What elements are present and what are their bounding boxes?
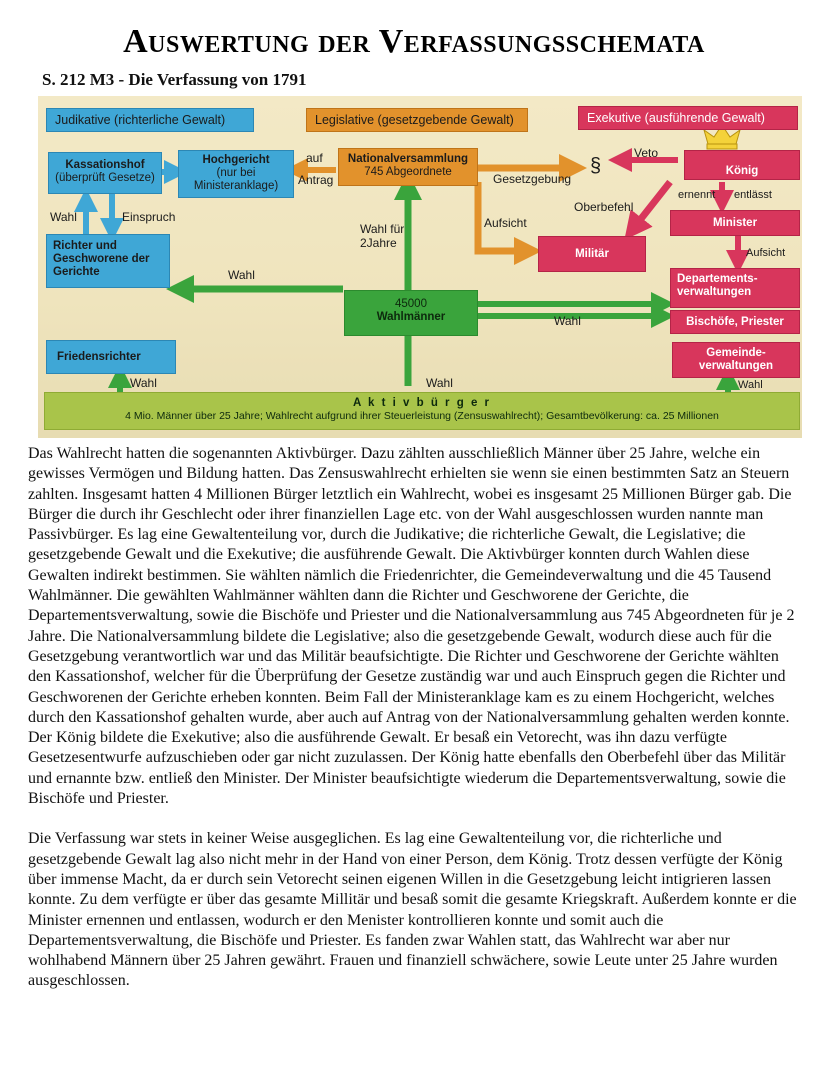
- body-text: [28, 444, 804, 992]
- nationalversammlung-box: Nationalversammlung 745 Abgeordnete: [338, 148, 478, 186]
- label-wahl-richter: Wahl: [228, 268, 255, 282]
- label-wahl-fuer: Wahl für: [360, 222, 405, 236]
- label-wahl-center: Wahl: [426, 376, 453, 390]
- arrow-oberbefehl: [633, 182, 670, 229]
- militaer-box: Militär: [538, 236, 646, 272]
- label-oberbefehl: Oberbefehl: [574, 200, 634, 214]
- judikative-header: Judikative (richterliche Gewalt): [46, 108, 254, 132]
- page-title: Auswertung der Verfassungsschemata: [123, 23, 705, 60]
- label-wahl-gemeinde: Wahl: [738, 379, 763, 391]
- label-auf: auf: [306, 151, 323, 165]
- paragraph-1: Das Wahlrecht hatten die sogenannten Aktivbürger. Dazu zählten ausschließlich Männer über 25 Jahre, welche ein gewisses Vermögen und Bildung hatten. Das Zensuswahlrecht erhielten sie wenn sie einen bestimmten Satz an Steuern zahlten. Insgesamt hatten 4 Millionen Bürger letztlich ein Wahlrecht, wobei es insgesamt 25 Millionen Bürger gab. Die Bürger die durch ihr Geschlecht oder ihrer finanziellen Lage etc. von der Wahl ausgeschlossen wurden nannte man Passivbürger. Es lag eine Gewaltenteilung vor, durch die Judikative; die richterliche Gewalt, die Legislative; die gesetzgebende Gewalt und die Exekutive; die ausführende Gewalt. Die Aktivbürger konnten durch Wahlen diese Gewalten indirekt bestimmen. Sie wählten nämlich die Friedenrichter, die Gemeindeverwaltung und die 45 Tausend Wahlmänner. Die gewählten Wahlmänner wählten dann die Richter und Geschworene der Gerichte, die Departementsverwaltung, sowie die Bischöfe und Priester und die Nationalversammlung aus 745 Abgeordneten für je 2 Jahre. Die Nationalversammlung bildete die Legislative; also die gesetzgebende Gewalt, wodurch diese auch für die Gesetzgebung verantwortlich war und das Militär beaufsichtigte. Die Richter und Geschworene der Gerichte wählten den Kassationshof, welcher für die Überprüfung der Gesetze zuständig war und auch Einspruch gegen die Richter und Geschworenen der Gerichte erheben konnten. Beim Fall der Ministeranklage kam es zu einem Hochgericht, welches durch den Kassationshof gehalten wurde, aber auch auf Antrag von der Nationalversammlung gehalten werden konnte. Der König bildete die Exekutive; also die ausführende Gewalt. Er besaß ein Vetorecht, was ihn dazu verfügte Gesetzesentwurfe aufzuschieben oder gar nicht zuzulassen. Der König hatte ebenfalls den Oberbefehl über das Militär und ernannte bzw. entließ den Minister. Der Minister beaufsichtigte wiederum die Departementsverwaltung, sowie die Bischöfe und Priester.: [28, 445, 795, 808]
- label-veto: Veto: [634, 146, 659, 160]
- kassationshof-box: Kassationshof (überprüft Gesetze): [48, 152, 162, 194]
- paragraph-2: Die Verfassung war stets in keiner Weise ausgeglichen. Es lag eine Gewaltenteilung vor, die richterliche und gesetzgebende Gewalt lag also nicht mehr in der Hand von einer Person, dem König. Trotz dessen verfügte der König über immense Macht, da er durch sein Vetorecht seinen eigenen Willen in die Gesetzgebung leicht intigrieren lassen konnte. Zu dem verfügte er über das gesamte Millitär und besaß somit die gesamte Kriegskraft. Außerdem konnte er die Minister ernennen und entlassen, wodurch er den Menister kontrollieren konnte und somit auch die Departementsverwaltung, die Bischöfe und Priester. Es fanden zwar Wahlen statt, das Wahlrecht war aber nur wohlhabend Männern über 25 Jahren gewährt. Frauen und finanziell schwächere, sowie Leute unter 25 Jahre wurden ausgeschlossen.: [28, 830, 797, 990]
- bischoefe-box: Bischöfe, Priester: [670, 310, 800, 334]
- label-einspruch: Einspruch: [122, 210, 176, 224]
- page-subtitle: S. 212 M3 - Die Verfassung von 1791: [42, 70, 307, 89]
- richter-box: Richter und Geschworene der Gerichte: [46, 234, 170, 288]
- departements-box: Departements-verwaltungen: [670, 268, 800, 308]
- label-zwei-jahre: 2Jahre: [360, 236, 397, 250]
- label-wahl-fried: Wahl: [130, 376, 157, 390]
- legislative-header: Legislative (gesetzgebende Gewalt): [306, 108, 528, 132]
- paragraph-icon: §: [590, 155, 602, 177]
- hochgericht-box: Hochgericht (nur bei Ministeranklage): [178, 150, 294, 198]
- aktivbuerger-bar: A k t i v b ü r g e r 4 Mio. Männer über 25 Jahre; Wahlrecht aufgrund ihrer Steuerleistung (Zensuswahlrecht); Gesamtbevölkerung: ca. 25 Millionen: [44, 392, 800, 430]
- label-aufsicht-dep: Aufsicht: [746, 247, 786, 259]
- label-antrag: Antrag: [298, 173, 334, 187]
- label-entlaesst: entlässt: [734, 189, 772, 201]
- label-wahl-dep: Wahl: [554, 314, 581, 328]
- constitution-diagram: [38, 96, 802, 438]
- minister-box: Minister: [670, 210, 800, 236]
- label-aufsicht-militaer: Aufsicht: [484, 216, 527, 230]
- label-ernennt: ernennt: [678, 189, 716, 201]
- friedensrichter-box: Friedensrichter: [46, 340, 176, 374]
- gemeinde-box: Gemeinde-verwaltungen: [672, 342, 800, 378]
- koenig-box: König: [684, 150, 800, 180]
- exekutive-header: Exekutive (ausführende Gewalt): [578, 106, 798, 130]
- wahlmaenner-box: 45000 Wahlmänner: [344, 290, 478, 336]
- label-gesetzgebung: Gesetzgebung: [493, 172, 572, 186]
- label-wahl-kass: Wahl: [50, 210, 77, 224]
